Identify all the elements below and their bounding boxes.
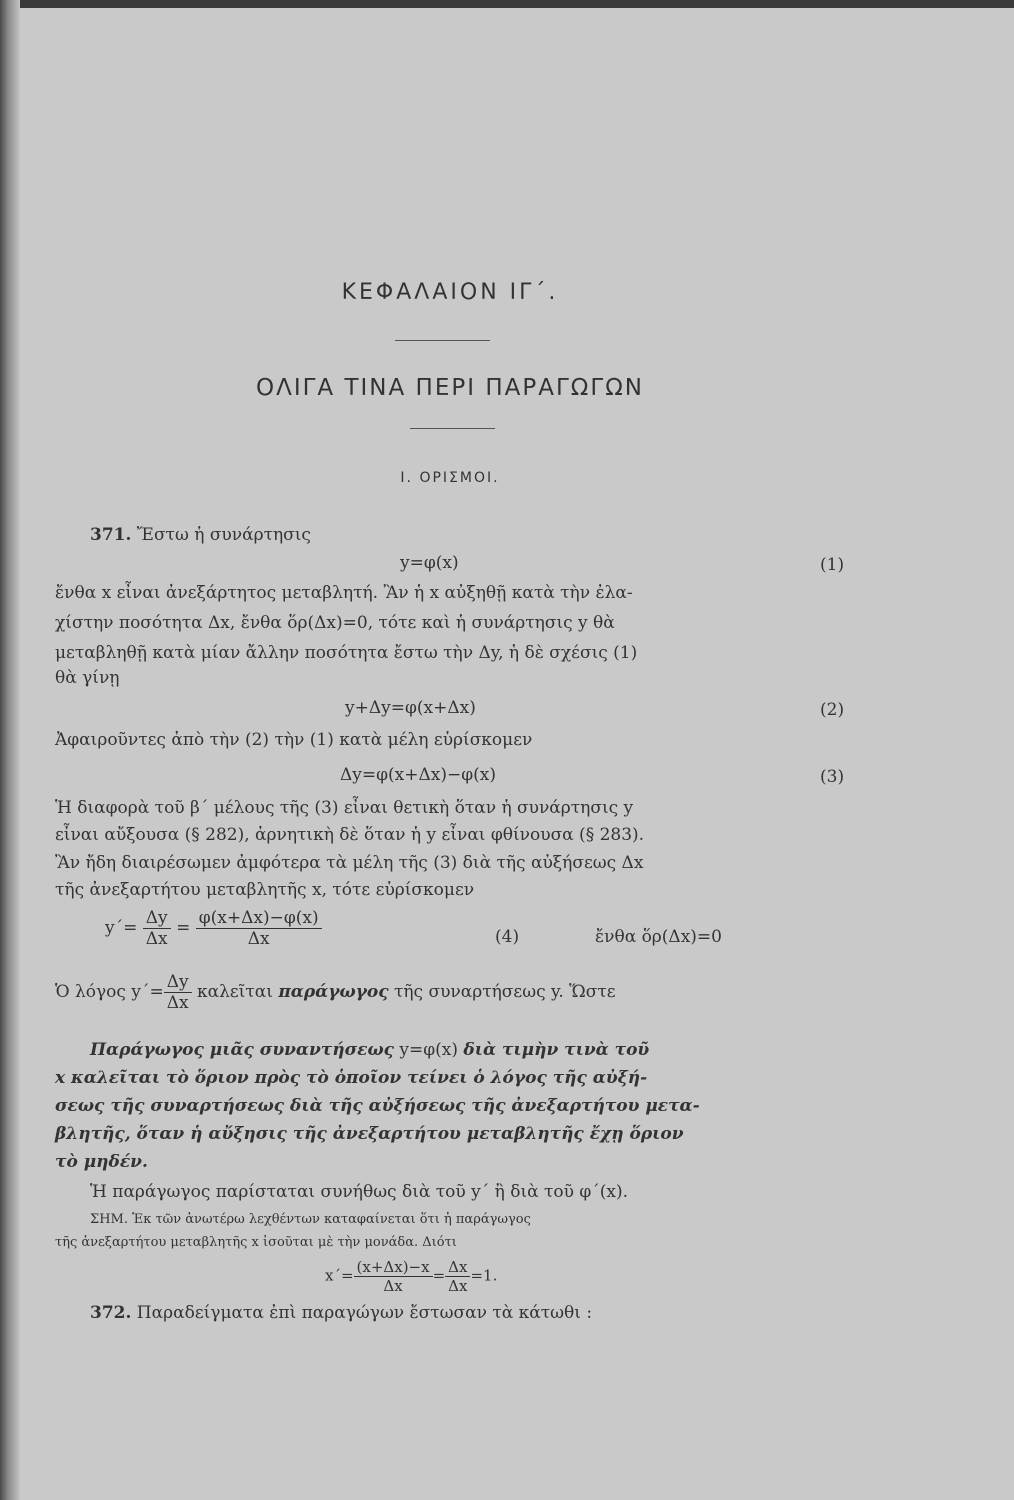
numerator: Δx xyxy=(445,1258,470,1277)
fraction xyxy=(196,908,322,949)
equation-3: Δy=φ(x+Δx)−φ(x) xyxy=(340,765,496,785)
denominator: Δx xyxy=(166,993,189,1013)
ratio-definition-line xyxy=(55,972,616,1013)
paragraph-371-intro xyxy=(90,525,311,545)
definition-bold: διὰ τιμὴν τινὰ τοῦ xyxy=(463,1040,650,1060)
denominator: Δx xyxy=(247,929,270,949)
intro-text: Ἔστω ἡ συνάρτησις xyxy=(131,525,311,545)
fraction xyxy=(143,908,171,949)
paragraph-372 xyxy=(90,1303,592,1323)
equation-3-number: (3) xyxy=(820,767,845,787)
section-heading: Ι. ΟΡΙΣΜΟΙ. xyxy=(400,470,500,486)
numerator: (x+Δx)−x xyxy=(354,1258,433,1277)
paragraph-372-text: Παραδείγματα ἐπὶ παραγώγων ἔστωσαν τὰ κάτωθι : xyxy=(131,1303,593,1323)
equation-4 xyxy=(105,908,322,949)
definition-line: τὸ μηδέν. xyxy=(55,1152,148,1172)
fraction xyxy=(164,972,192,1013)
page-left-edge xyxy=(0,0,20,1500)
text-line: Ἀφαιροῦντες ἀπὸ τὴν (2) τὴν (1) κατὰ μέλη εὑρίσκομεν xyxy=(55,730,533,750)
eq4-lhs: y΄= xyxy=(105,918,138,938)
text-line: Ἂν ἤδη διαιρέσωμεν ἀμφότερα τὰ μέλη τῆς (3) διὰ τῆς αὐξήσεως Δx xyxy=(55,853,644,873)
note-line: τῆς ἀνεξαρτήτου μεταβλητῆς x ἰσοῦται μὲ τὴν μονάδα. Διότι xyxy=(55,1235,457,1250)
numerator: Δy xyxy=(143,908,171,929)
eq5-rhs: =1. xyxy=(470,1266,498,1285)
equation-4-number: (4) xyxy=(495,927,520,947)
definition-line xyxy=(90,1040,649,1060)
text-line: χίστην ποσότητα Δx, ἔνθα ὅρ(Δx)=0, τότε καὶ ἡ συνάρτησις y θὰ xyxy=(55,613,615,633)
text-line: εἶναι αὔξουσα (§ 282), ἀρνητικὴ δὲ ὅταν ἡ y εἶναι φθίνουσα (§ 283). xyxy=(55,825,645,845)
numerator: φ(x+Δx)−φ(x) xyxy=(196,908,322,929)
equation-4-condition: ἔνθα ὅρ(Δx)=0 xyxy=(595,927,722,947)
definition-formula: y=φ(x) xyxy=(394,1040,464,1060)
text-line: Ἡ διαφορὰ τοῦ β΄ μέλους τῆς (3) εἶναι θετικὴ ὅταν ἡ συνάρτησις y xyxy=(55,798,634,818)
definition-line: x καλεῖται τὸ ὅριον πρὸς τὸ ὁποῖον τείνει ὁ λόγος τῆς αὐξή- xyxy=(55,1068,648,1088)
defined-term: παράγωγος xyxy=(278,982,389,1002)
equals-sign: = xyxy=(432,1266,446,1285)
equation-2: y+Δy=φ(x+Δx) xyxy=(345,698,476,718)
text-line: μεταβληθῇ κατὰ μίαν ἄλλην ποσότητα ἔστω τὴν Δy, ἡ δὲ σχέσις (1) xyxy=(55,643,638,663)
equation-2-number: (2) xyxy=(820,700,845,720)
fraction xyxy=(354,1258,433,1295)
denominator: Δx xyxy=(383,1277,403,1295)
equation-5 xyxy=(325,1258,497,1295)
equation-1: y=φ(x) xyxy=(400,553,459,573)
chapter-title: ΟΛΙΓΑ ΤΙΝΑ ΠΕΡΙ ΠΑΡΑΓΩΓΩΝ xyxy=(256,375,644,401)
denominator: Δx xyxy=(145,929,168,949)
equation-1-number: (1) xyxy=(820,555,845,575)
note-line: ΣΗΜ. Ἐκ τῶν ἀνωτέρω λεχθέντων καταφαίνεται ὅτι ἡ παράγωγος xyxy=(90,1212,531,1227)
ratio-suffix: τῆς συναρτήσεως y. Ὥστε xyxy=(388,982,616,1002)
text-line: θὰ γίνῃ xyxy=(55,668,120,688)
text-line: τῆς ἀνεξαρτήτου μεταβλητῆς x, τότε εὑρίσκομεν xyxy=(55,880,475,900)
equals-sign: = xyxy=(176,918,191,938)
numerator: Δy xyxy=(164,972,192,993)
paragraph-number: 371. xyxy=(90,525,132,545)
book-page xyxy=(55,0,845,1500)
ratio-prefix: Ὁ λόγος y΄= xyxy=(55,982,164,1002)
paragraph-number: 372. xyxy=(90,1303,132,1323)
divider-rule xyxy=(410,428,495,429)
notation-line: Ἡ παράγωγος παρίσταται συνήθως διὰ τοῦ y΄ ἢ διὰ τοῦ φ΄(x). xyxy=(90,1182,629,1202)
fraction xyxy=(445,1258,470,1295)
definition-bold: Παράγωγος μιᾶς συναντήσεως xyxy=(90,1040,394,1060)
eq5-lhs: x΄= xyxy=(325,1266,354,1285)
ratio-mid: καλεῖται xyxy=(191,982,279,1002)
definition-line: βλητῆς, ὅταν ἡ αὔξησις τῆς ἀνεξαρτήτου μεταβλητῆς ἔχῃ ὅριον xyxy=(55,1124,684,1144)
denominator: Δx xyxy=(448,1277,468,1295)
divider-rule xyxy=(395,340,490,341)
definition-line: σεως τῆς συναρτήσεως διὰ τῆς αὐξήσεως τῆς ἀνεξαρτήτου μετα- xyxy=(55,1096,700,1116)
text-line: ἔνθα x εἶναι ἀνεξάρτητος μεταβλητή. Ἂν ἡ x αὐξηθῇ κατὰ τὴν ἐλα- xyxy=(55,583,633,603)
chapter-heading: ΚΕΦΑΛΑΙΟΝ ΙΓ΄. xyxy=(341,280,559,305)
